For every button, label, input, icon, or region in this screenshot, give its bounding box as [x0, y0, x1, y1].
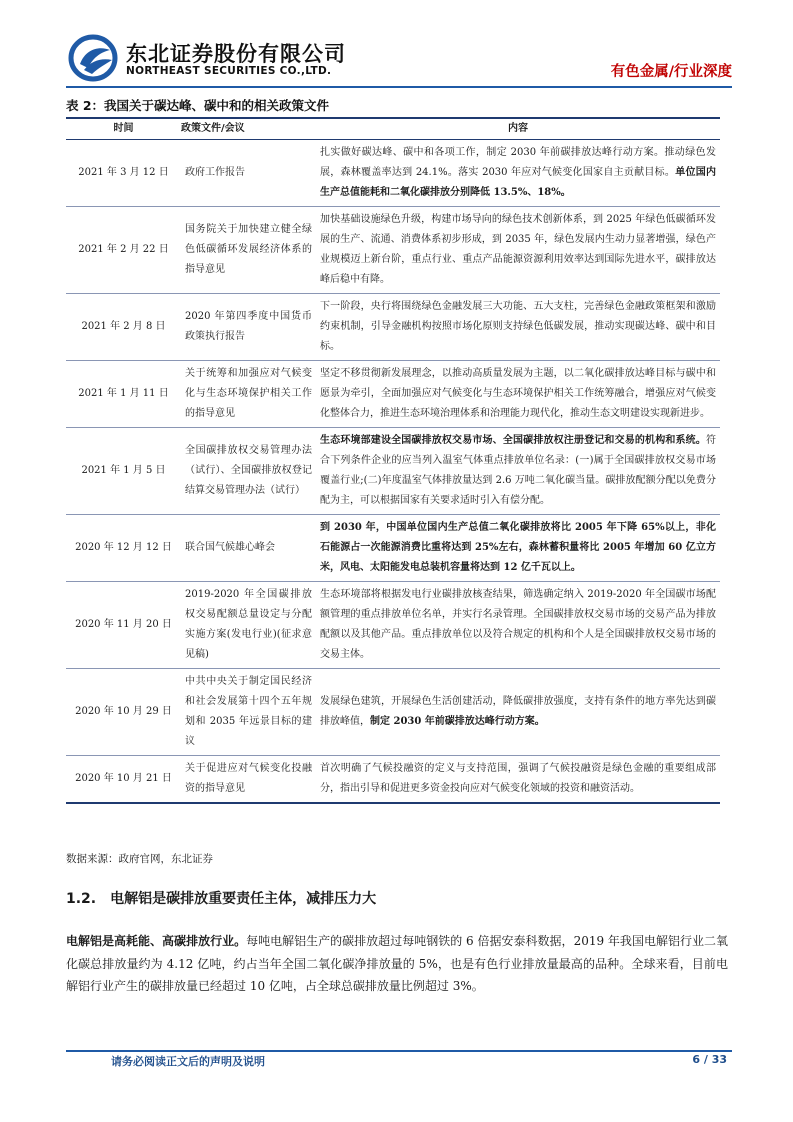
content-emphasis: 到 2030 年，中国单位国内生产总值二氧化碳排放将比 2005 年下降 65%以上，非化石能源占一次能源消费比重将达到 25%左右，森林蓄积量将比 2005 年增加 60 亿立方米，风电、太阳能发电总装机容量将达到 12 亿千瓦以上。: [320, 522, 716, 573]
content-text: 加快基础设施绿色升级，构建市场导向的绿色技术创新体系，到 2025 年绿色低碳循环发展的生产、流通、消费体系初步形成，到 2035 年，绿色发展内生动力显著增强，绿色产业规模迈上新台阶，重点行业、重点产品能源资源利用效率达到国际先进水平，碳排放达峰后稳中有降。: [320, 214, 716, 285]
content-emphasis: 生态环境部建设全国碳排放权交易市场、全国碳排放权注册登记和交易的机构和系统。: [320, 435, 706, 446]
header-divider: [66, 86, 732, 88]
table-row: [66, 207, 720, 294]
content-text: 坚定不移贯彻新发展理念，以推动高质量发展为主题，以二氧化碳排放达峰目标与碳中和愿景为牵引，全面加强应对气候变化与生态环境保护相关工作统筹融合，增强应对气候变化整体合力，推进生态环境治理体系和治理能力现代化，推动生态文明建设实现新进步。: [320, 368, 716, 419]
content-text: 下一阶段，央行将围绕绿色金融发展三大功能、五大支柱，完善绿色金融政策框架和激励约束机制，引导金融机构按照市场化原则支持绿色低碳发展，推动实现碳达峰、碳中和目标。: [320, 301, 716, 352]
column-header-date: 时间: [66, 118, 181, 140]
content-text: 发展绿色建筑，开展绿色生活创建活动，降低碳排放强度，支持有条件的地方率先达到碳排放峰值，: [320, 696, 716, 727]
cell-content: [316, 294, 720, 361]
cell-document: 关于促进应对气候变化投融资的指导意见: [181, 756, 316, 804]
footer-divider: [66, 1050, 732, 1052]
cell-document: 国务院关于加快建立健全绿色低碳循环发展经济体系的指导意见: [181, 207, 316, 294]
cell-content: [316, 140, 720, 207]
paragraph-lead: 电解铝是高耗能、高碳排放行业。: [66, 934, 247, 948]
cell-date: 2021 年 3 月 12 日: [66, 140, 181, 207]
cell-date: 2020 年 10 月 29 日: [66, 669, 181, 756]
cell-date: 2021 年 1 月 5 日: [66, 428, 181, 515]
cell-content: [316, 361, 720, 428]
cell-date: 2020 年 12 月 12 日: [66, 515, 181, 582]
paragraph-body: 每吨电解铝生产的碳排放超过每吨钢铁的 6 倍据安泰科数据，2019 年我国电解铝行业二氧化碳总排放量约为 4.12 亿吨，约占当年全国二氧化碳净排放量的 5%，也是有色行业排放量最高的品种。全球来看，目前电解铝行业产生的碳排放量已经超过 10 亿吨，占全球总碳排放量比例超过 3%。: [66, 934, 728, 993]
cell-content: [316, 582, 720, 669]
cell-document: 关于统筹和加强应对气候变化与生态环境保护相关工作的指导意见: [181, 361, 316, 428]
company-name-en: NORTHEAST SECURITIES CO.,LTD.: [126, 65, 332, 77]
cell-content: [316, 669, 720, 756]
cell-date: 2021 年 1 月 11 日: [66, 361, 181, 428]
section-heading: [66, 888, 376, 908]
footer-disclaimer: 请务必阅读正文后的声明及说明: [111, 1055, 265, 1068]
body-paragraph: [66, 930, 728, 998]
cell-date: 2021 年 2 月 22 日: [66, 207, 181, 294]
table-row: [66, 582, 720, 669]
cell-document: 联合国气候雄心峰会: [181, 515, 316, 582]
company-name-cn: 东北证券股份有限公司: [126, 42, 346, 66]
section-number: 1.2.: [66, 891, 97, 907]
cell-date: 2021 年 2 月 8 日: [66, 294, 181, 361]
column-header-content: 内容: [316, 118, 720, 140]
table-caption: 表 2：我国关于碳达峰、碳中和的相关政策文件: [66, 98, 330, 113]
cell-date: 2020 年 11 月 20 日: [66, 582, 181, 669]
cell-document: 2020 年第四季度中国货币政策执行报告: [181, 294, 316, 361]
table-row: [66, 140, 720, 207]
content-text: 符合下列条件企业的应当列入温室气体重点排放单位名录：(一)属于全国碳排放权交易市场覆盖行业;(二)年度温室气体排放量达到 2.6 万吨二氧化碳当量。碳排放配额分配以免费分配为主，可以根据国家有关要求适时引入有偿分配。: [320, 435, 716, 506]
table-header-row: [66, 118, 720, 140]
table-row: [66, 294, 720, 361]
column-header-document: 政策文件/会议: [181, 118, 316, 140]
report-category: 有色金属/行业深度: [610, 64, 732, 80]
cell-content: [316, 207, 720, 294]
data-source-note: 数据来源：政府官网，东北证券: [66, 853, 213, 865]
cell-document: 全国碳排放权交易管理办法（试行）、全国碳排放权登记结算交易管理办法（试行）: [181, 428, 316, 515]
cell-document: 2019-2020 年全国碳排放权交易配额总量设定与分配实施方案(发电行业)(征求意见稿): [181, 582, 316, 669]
cell-document: 政府工作报告: [181, 140, 316, 207]
company-logo-icon: [66, 34, 126, 82]
table-row: [66, 515, 720, 582]
content-text: 扎实做好碳达峰、碳中和各项工作，制定 2030 年前碳排放达峰行动方案。推动绿色发展，森林覆盖率达到 24.1%。落实 2030 年应对气候变化国家自主贡献目标。: [320, 147, 716, 178]
table-row: [66, 428, 720, 515]
table-row: [66, 669, 720, 756]
page-header: [66, 34, 732, 86]
content-text: 首次明确了气候投融资的定义与支持范围，强调了气候投融资是绿色金融的重要组成部分，指出引导和促进更多资金投向应对气候变化领域的投资和融资活动。: [320, 763, 716, 794]
content-text: 生态环境部将根据发电行业碳排放核查结果，筛选确定纳入 2019-2020 年全国碳市场配额管理的重点排放单位名单，并实行名录管理。全国碳排放权交易市场的交易产品为排放配额以及其他产品。重点排放单位以及符合规定的机构和个人是全国碳排放权交易市场的交易主体。: [320, 589, 716, 660]
cell-content: [316, 756, 720, 804]
content-emphasis: 单位国内生产总值能耗和二氧化碳排放分别降低 13.5%、18%。: [320, 167, 716, 198]
table-row: [66, 756, 720, 804]
policy-table: [66, 117, 720, 804]
content-emphasis: 制定 2030 年前碳排放达峰行动方案。: [370, 716, 545, 727]
cell-content: [316, 428, 720, 515]
cell-content: [316, 515, 720, 582]
cell-date: 2020 年 10 月 21 日: [66, 756, 181, 804]
page-number: 6 / 33: [692, 1053, 727, 1066]
section-title: 电解铝是碳排放重要责任主体，减排压力大: [110, 891, 377, 907]
cell-document: 中共中央关于制定国民经济和社会发展第十四个五年规划和 2035 年远景目标的建议: [181, 669, 316, 756]
table-row: [66, 361, 720, 428]
